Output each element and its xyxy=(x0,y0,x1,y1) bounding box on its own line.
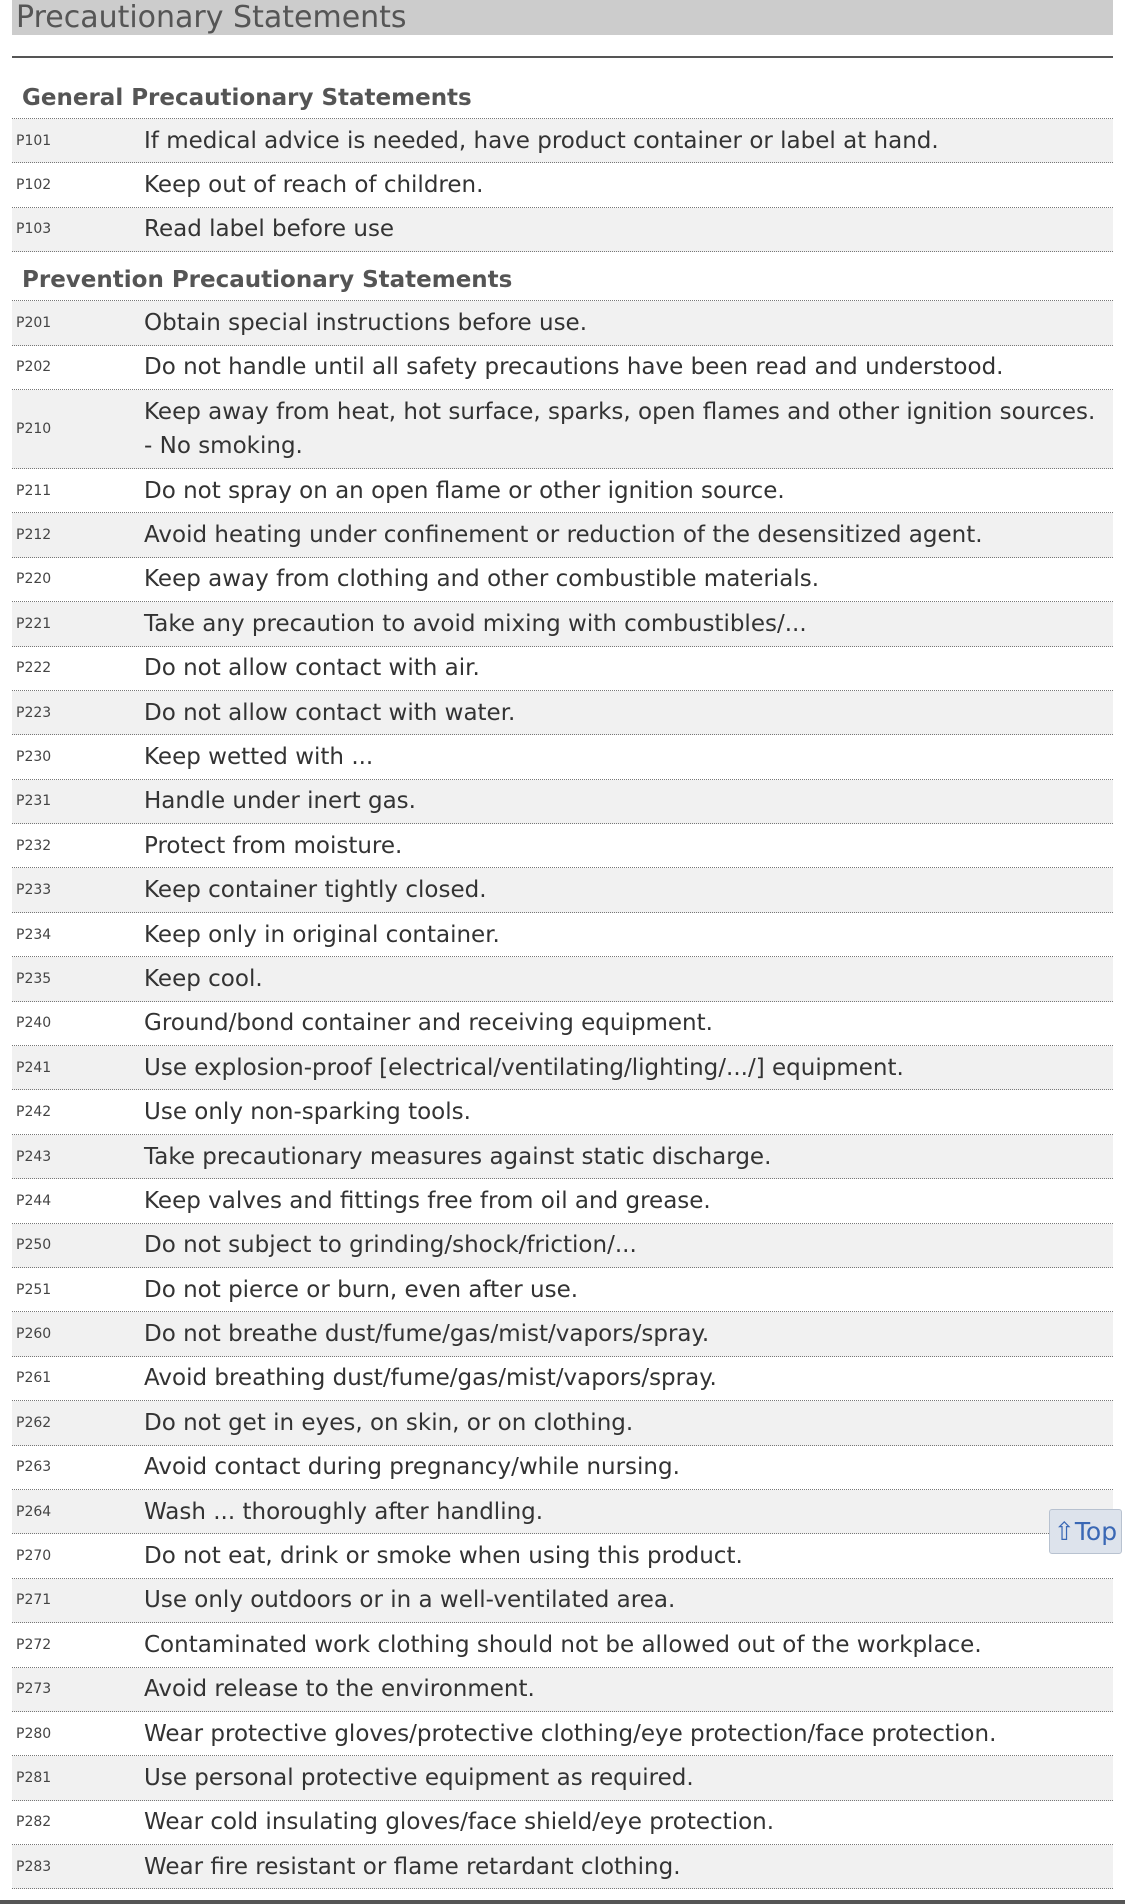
statement-text: Do not subject to grinding/shock/friction/... xyxy=(144,1232,637,1259)
statement-code: P244 xyxy=(16,1192,52,1209)
statement-text: Do not allow contact with air. xyxy=(144,655,480,682)
statement-row xyxy=(12,558,1113,602)
statement-row xyxy=(12,1490,1113,1534)
statement-text: Do not allow contact with water. xyxy=(144,699,516,726)
statement-row xyxy=(12,208,1113,252)
statement-row xyxy=(12,868,1113,912)
statements-content xyxy=(12,82,1113,1889)
statement-text: Protect from moisture. xyxy=(144,832,403,859)
statement-code: P223 xyxy=(16,704,52,721)
statement-text: Wear protective gloves/protective clothing/eye protection/face protection. xyxy=(144,1720,997,1747)
statement-row xyxy=(12,780,1113,824)
page-title: Precautionary Statements xyxy=(12,0,1113,35)
statement-row xyxy=(12,913,1113,957)
bottom-divider xyxy=(0,1900,1125,1904)
statement-row xyxy=(12,163,1113,207)
statement-code: P271 xyxy=(16,1592,52,1609)
statement-row xyxy=(12,1357,1113,1401)
statement-row xyxy=(12,1579,1113,1623)
statement-code: P235 xyxy=(16,970,52,987)
statement-code: P202 xyxy=(16,359,52,376)
statement-row xyxy=(12,1712,1113,1756)
statement-row xyxy=(12,1224,1113,1268)
statement-text: Keep wetted with ... xyxy=(144,743,374,770)
statement-row xyxy=(12,1756,1113,1800)
statement-row xyxy=(12,1046,1113,1090)
statement-code: P251 xyxy=(16,1281,52,1298)
statement-code: P220 xyxy=(16,571,52,588)
statement-text: Ground/bond container and receiving equipment. xyxy=(144,1010,713,1037)
back-to-top-label: Top xyxy=(1074,1517,1118,1546)
statement-text: Take precautionary measures against static discharge. xyxy=(144,1143,772,1170)
statement-row xyxy=(12,346,1113,390)
statement-row xyxy=(12,1268,1113,1312)
statement-row xyxy=(12,1623,1113,1667)
statement-text: Do not get in eyes, on skin, or on clothing. xyxy=(144,1409,634,1436)
statement-text: Do not spray on an open flame or other ignition source. xyxy=(144,477,785,504)
statement-row xyxy=(12,1002,1113,1046)
statement-text: Take any precaution to avoid mixing with combustibles/... xyxy=(144,610,807,637)
statement-text: Keep container tightly closed. xyxy=(144,877,487,904)
statement-row xyxy=(12,119,1113,163)
statement-code: P264 xyxy=(16,1503,52,1520)
statement-code: P233 xyxy=(16,882,52,899)
statement-row xyxy=(12,1312,1113,1356)
statement-row xyxy=(12,301,1113,345)
statement-code: P262 xyxy=(16,1414,52,1431)
statement-code: P221 xyxy=(16,615,52,632)
statement-code: P273 xyxy=(16,1681,52,1698)
statement-text: Use only non-sparking tools. xyxy=(144,1099,471,1126)
statement-code: P260 xyxy=(16,1326,52,1343)
statement-code: P282 xyxy=(16,1814,52,1831)
statement-row xyxy=(12,1845,1113,1889)
statement-text: Use only outdoors or in a well-ventilated area. xyxy=(144,1587,676,1614)
statement-row xyxy=(12,513,1113,557)
statement-text: Wear cold insulating gloves/face shield/eye protection. xyxy=(144,1809,775,1836)
statement-text: Use explosion-proof [electrical/ventilating/lighting/.../] equipment. xyxy=(144,1054,904,1081)
statement-code: P250 xyxy=(16,1237,52,1254)
statement-text: Wear fire resistant or flame retardant clothing. xyxy=(144,1853,681,1880)
statement-text: Contaminated work clothing should not be allowed out of the workplace. xyxy=(144,1631,982,1658)
statement-code: P241 xyxy=(16,1059,52,1076)
statement-code: P232 xyxy=(16,837,52,854)
statement-row xyxy=(12,1534,1113,1578)
statement-text: Do not eat, drink or smoke when using this product. xyxy=(144,1543,743,1570)
statement-code: P261 xyxy=(16,1370,52,1387)
statement-row xyxy=(12,691,1113,735)
statement-text: Wash ... thoroughly after handling. xyxy=(144,1498,544,1525)
statement-text: Avoid breathing dust/fume/gas/mist/vapors/spray. xyxy=(144,1365,717,1392)
statement-text: Keep only in original container. xyxy=(144,921,500,948)
statement-code: P263 xyxy=(16,1459,52,1476)
statement-text: Keep away from heat, hot surface, sparks, open flames and other ignition sources. - No smoking. xyxy=(144,398,1096,459)
statement-row xyxy=(12,1668,1113,1712)
statement-code: P201 xyxy=(16,314,52,331)
statement-code: P283 xyxy=(16,1858,52,1875)
statement-row xyxy=(12,1090,1113,1134)
prevention-section-heading: Prevention Precautionary Statements xyxy=(12,264,1113,301)
statement-code: P230 xyxy=(16,748,52,765)
back-to-top-button[interactable] xyxy=(1049,1509,1122,1554)
statement-row xyxy=(12,647,1113,691)
section-spacer xyxy=(12,252,1113,264)
statement-text: Avoid heating under confinement or reduction of the desensitized agent. xyxy=(144,522,983,549)
statement-code: P210 xyxy=(16,420,52,437)
statement-text: Avoid release to the environment. xyxy=(144,1676,535,1703)
statement-text: Handle under inert gas. xyxy=(144,788,416,815)
statement-row xyxy=(12,390,1113,469)
title-divider xyxy=(12,56,1113,58)
statement-code: P280 xyxy=(16,1725,52,1742)
statement-text: Keep away from clothing and other combustible materials. xyxy=(144,566,820,593)
statement-text: Read label before use xyxy=(144,216,395,243)
statement-code: P222 xyxy=(16,660,52,677)
statement-code: P102 xyxy=(16,177,52,194)
statement-row xyxy=(12,1401,1113,1445)
statement-code: P212 xyxy=(16,527,52,544)
statement-row xyxy=(12,824,1113,868)
statement-code: P281 xyxy=(16,1769,52,1786)
statement-code: P240 xyxy=(16,1015,52,1032)
statement-row xyxy=(12,1801,1113,1845)
statement-text: Do not pierce or burn, even after use. xyxy=(144,1276,579,1303)
statement-text: Keep valves and fittings free from oil and grease. xyxy=(144,1187,711,1214)
statement-code: P270 xyxy=(16,1548,52,1565)
statement-code: P103 xyxy=(16,221,52,238)
statement-text: Keep out of reach of children. xyxy=(144,172,484,199)
statement-code: P101 xyxy=(16,132,52,149)
statement-row xyxy=(12,602,1113,646)
statement-row xyxy=(12,1446,1113,1490)
statement-code: P211 xyxy=(16,482,52,499)
statement-code: P234 xyxy=(16,926,52,943)
prevention-section xyxy=(12,264,1113,1889)
statement-text: Do not breathe dust/fume/gas/mist/vapors/spray. xyxy=(144,1321,710,1348)
statement-row xyxy=(12,1179,1113,1223)
statement-text: Do not handle until all safety precautions have been read and understood. xyxy=(144,354,1004,381)
statement-text: Avoid contact during pregnancy/while nursing. xyxy=(144,1454,680,1481)
statement-row xyxy=(12,1135,1113,1179)
statement-code: P242 xyxy=(16,1104,52,1121)
statement-text: Obtain special instructions before use. xyxy=(144,309,588,336)
statement-text: If medical advice is needed, have product container or label at hand. xyxy=(144,127,939,154)
statement-row xyxy=(12,735,1113,779)
statement-text: Use personal protective equipment as required. xyxy=(144,1764,694,1791)
general-section xyxy=(12,82,1113,252)
general-section-heading: General Precautionary Statements xyxy=(12,82,1113,119)
statement-code: P243 xyxy=(16,1148,52,1165)
statement-row xyxy=(12,469,1113,513)
statement-code: P231 xyxy=(16,793,52,810)
statement-text: Keep cool. xyxy=(144,965,263,992)
statement-row xyxy=(12,957,1113,1001)
up-arrow-icon: ⇧ xyxy=(1053,1517,1075,1546)
statement-code: P272 xyxy=(16,1636,52,1653)
